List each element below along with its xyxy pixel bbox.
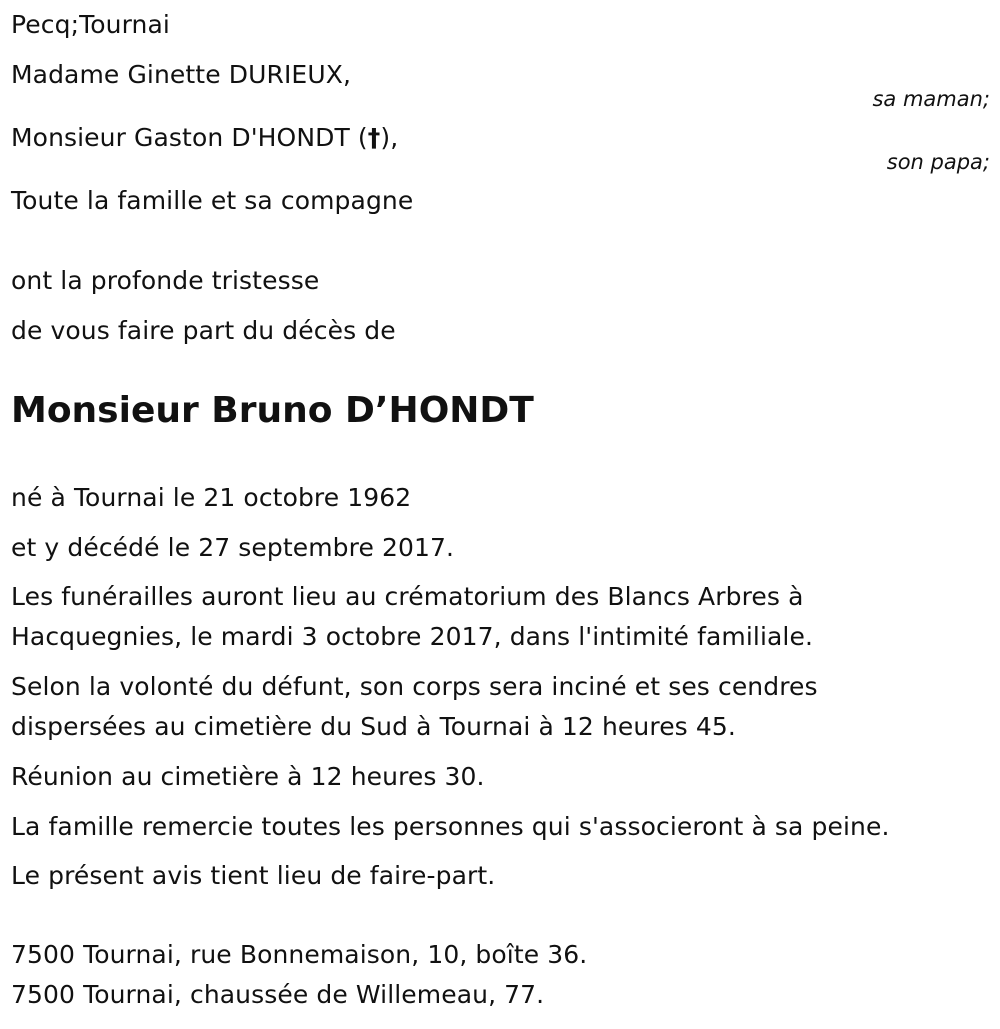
family-member-others: Toute la famille et sa compagne [11, 186, 414, 215]
detail-line: La famille remercie toutes les personnes qui s'associeront à sa peine. [11, 812, 890, 841]
address-line: 7500 Tournai, chaussée de Willemeau, 77. [11, 980, 545, 1009]
father-name-suffix: ), [380, 123, 399, 152]
place-line: Pecq;Tournai [11, 10, 170, 39]
address-line: 7500 Tournai, rue Bonnemaison, 10, boîte 36. [11, 940, 588, 969]
detail-line: Le présent avis tient lieu de faire-part. [11, 861, 496, 890]
announcement-line: de vous faire part du décès de [11, 316, 396, 345]
detail-line: Les funérailles auront lieu au crématorium des Blancs Arbres à [11, 582, 804, 611]
cross-icon: † [367, 123, 381, 152]
announcement-line: ont la profonde tristesse [11, 266, 320, 295]
detail-line: Réunion au cimetière à 12 heures 30. [11, 762, 485, 791]
family-member-mother: Madame Ginette DURIEUX, [11, 60, 351, 89]
detail-line: dispersées au cimetière du Sud à Tournai à 12 heures 45. [11, 712, 736, 741]
relation-father: son papa; [886, 150, 990, 174]
detail-line: Selon la volonté du défunt, son corps sera inciné et ses cendres [11, 672, 818, 701]
deceased-name: Monsieur Bruno D’HONDT [11, 390, 534, 431]
relation-mother: sa maman; [872, 87, 990, 111]
detail-line: Hacquegnies, le mardi 3 octobre 2017, dans l'intimité familiale. [11, 622, 813, 651]
detail-line: et y décédé le 27 septembre 2017. [11, 533, 455, 562]
detail-line: né à Tournai le 21 octobre 1962 [11, 483, 412, 512]
father-name-prefix: Monsieur Gaston D'HONDT ( [11, 123, 368, 152]
family-member-father [11, 123, 398, 153]
